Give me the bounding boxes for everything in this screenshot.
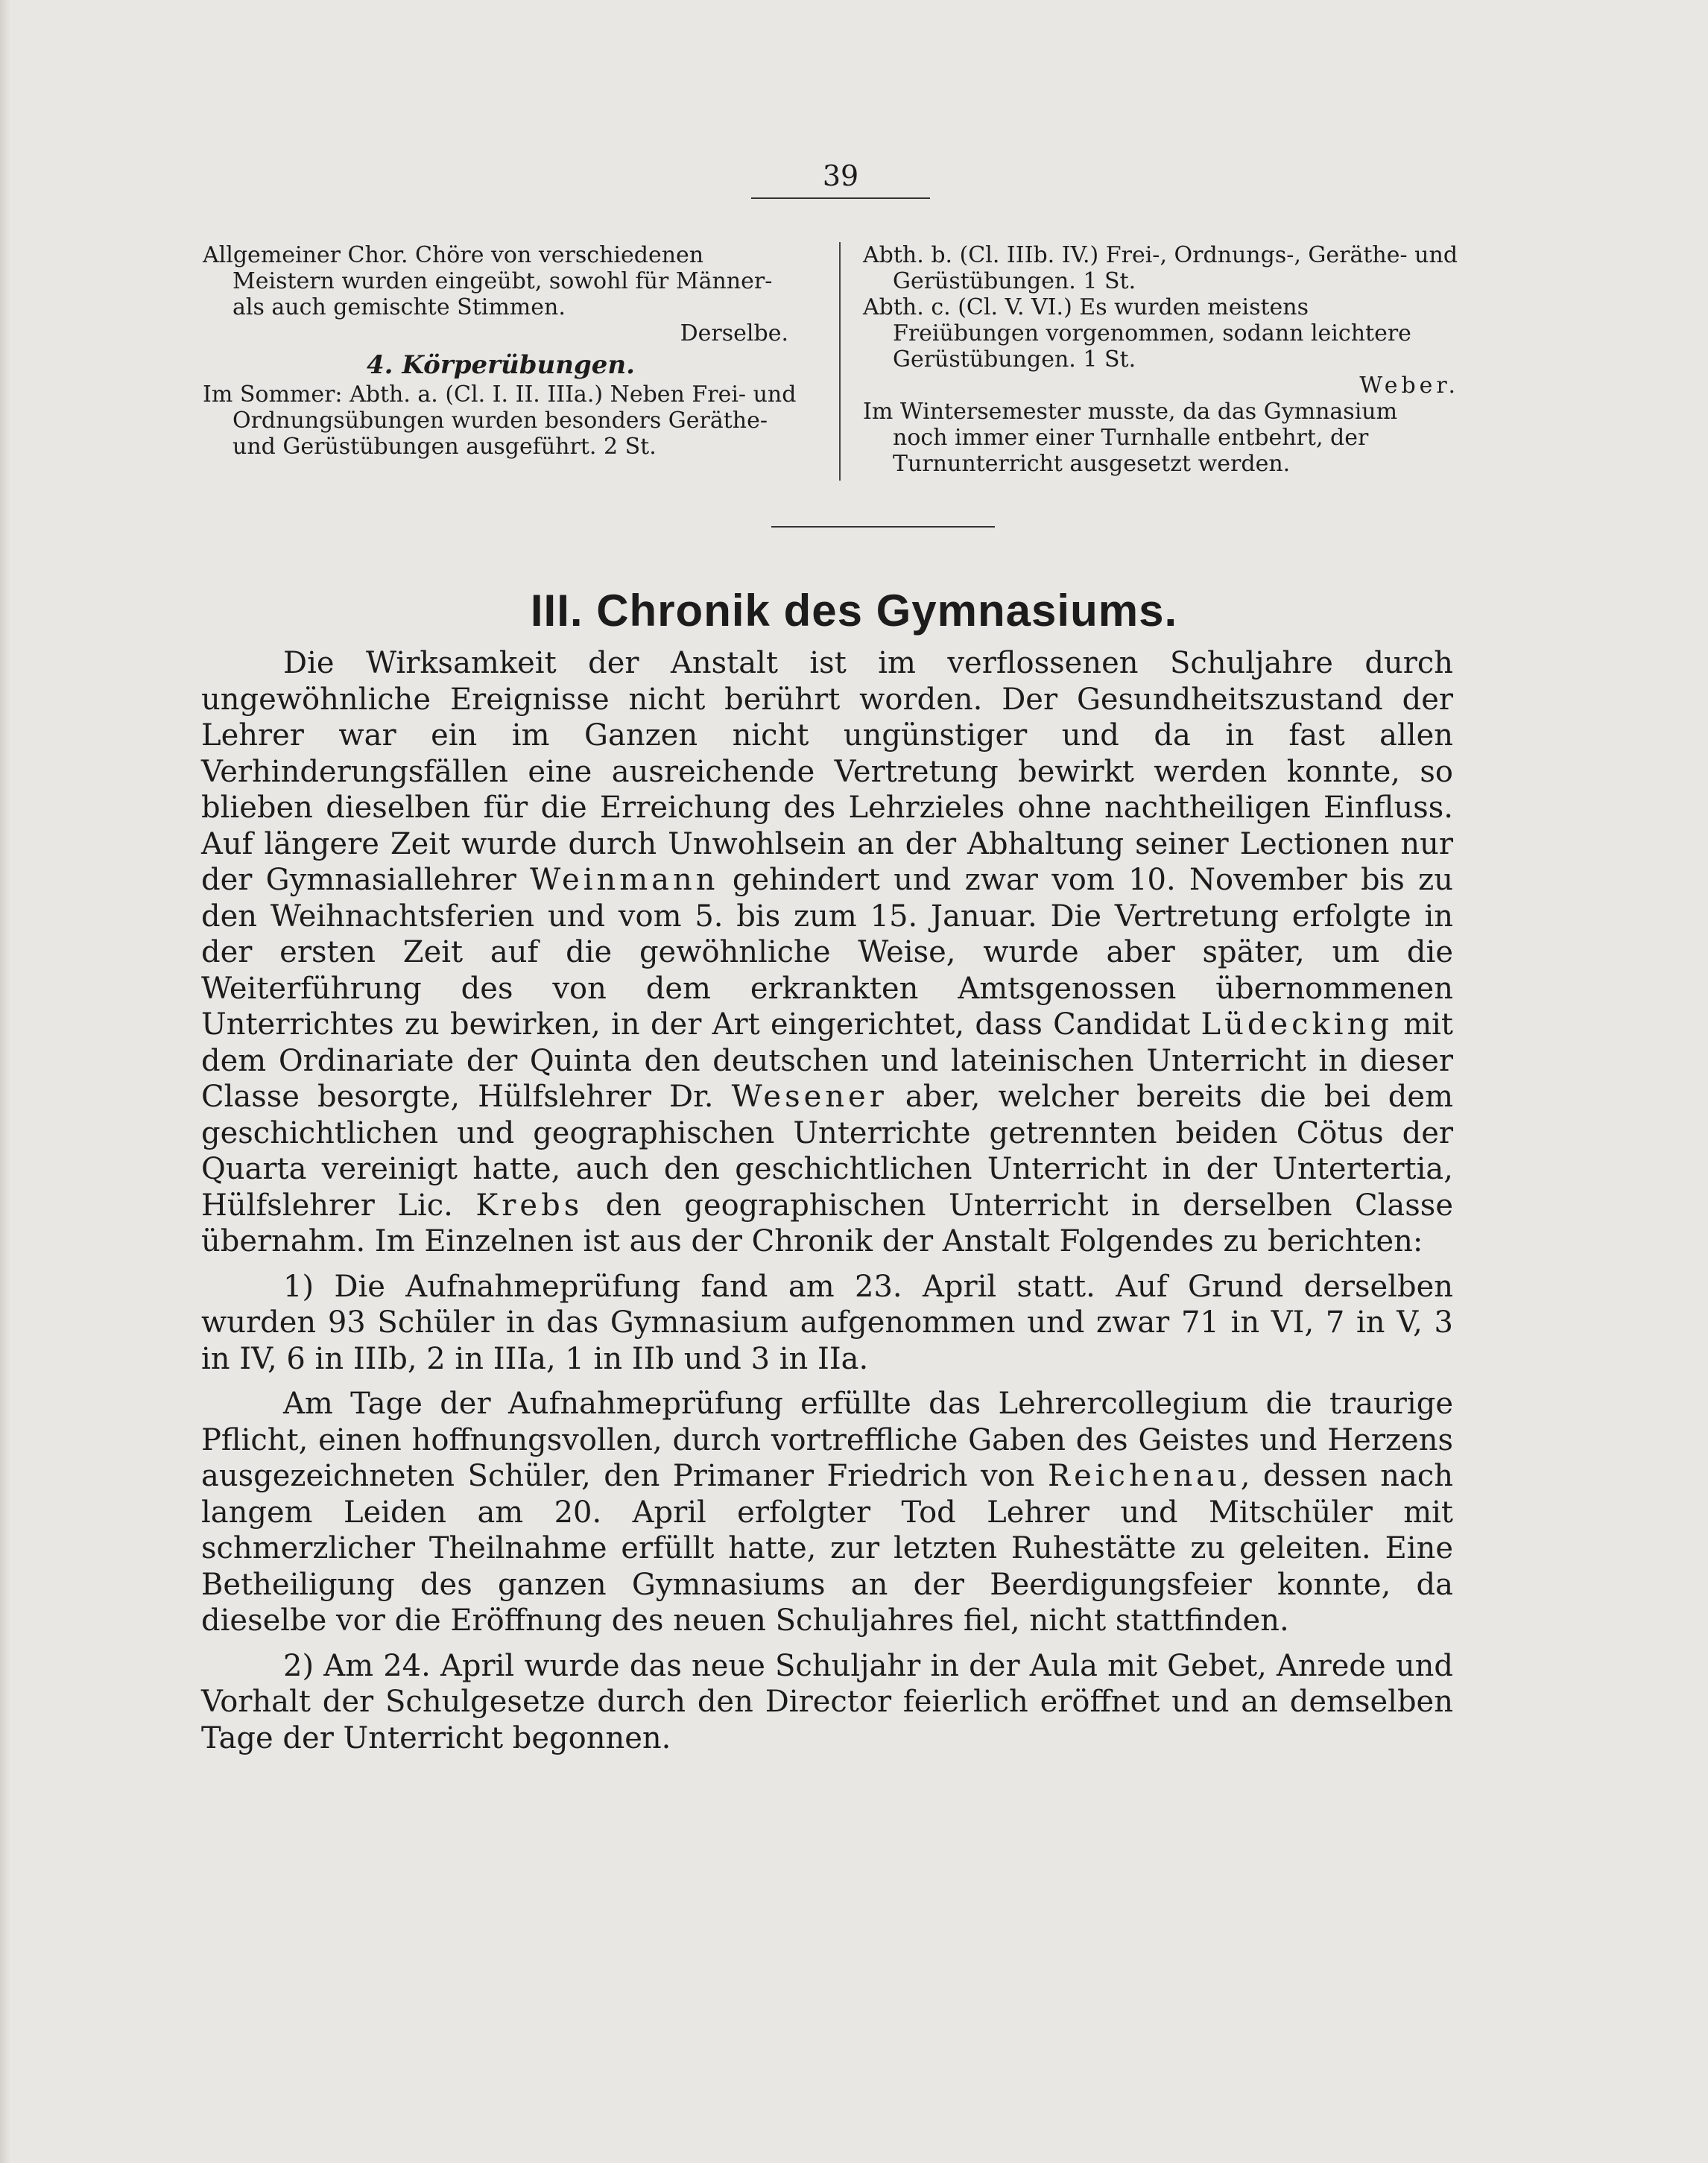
paragraph-reichenau (201, 1386, 1453, 1639)
chronicle-heading: III. Chronik des Gymnasiums. (530, 586, 1178, 636)
intro-part-3: mit dem Ordinariate der Quinta den deutschen und lateinischen Unterricht in dieser Classe besorgte, Hülfslehrer Dr. (201, 1007, 1453, 1114)
right-column (863, 242, 1459, 477)
page-number-rule (751, 197, 930, 199)
scan-edge (0, 0, 10, 2163)
name-wesener: Wesener (731, 1080, 888, 1114)
choir-paragraph: Allgemeiner Chor. Chöre von verschiedenen Meistern wurden eingeübt, sowohl für Männer- als auch gemischte Stimmen. (203, 242, 773, 320)
paragraph-schuljahr: 2) Am 24. April wurde das neue Schuljahr in der Aula mit Gebet, Anrede und Vorhalt der Schulgesetze durch den Director feierlich eröffnet und an demselben Tage der Unterricht begonnen. (201, 1648, 1453, 1755)
name-weinmann: Weinmann (530, 863, 719, 897)
reichenau-part-1: Am Tage der Aufnahmeprüfung erfüllte das Lehrercollegium die traurige Pflicht, einen hoffnungsvollen, durch vortreffliche Gaben des Geistes und Herzens ausgezeichneten Schüler, den Primaner Friedrich von (201, 1387, 1453, 1493)
left-column (203, 242, 799, 460)
abth-c-paragraph: Abth. c. (Cl. V. VI.) Es wurden meistens Freiübungen vorgenommen, sodann leichtere Gerüstübungen. 1 St. (863, 294, 1411, 373)
column-separator (839, 242, 841, 481)
paragraph-aufnahmepruefung: 1) Die Aufnahmeprüfung fand am 23. April statt. Auf Grund derselben wurden 93 Schüler in das Gymnasium aufgenommen und zwar 71 in VI, 7 in V, 3 in IV, 6 in IIIb, 2 in IIIa, 1 in IIb und 3 in IIa. (201, 1269, 1453, 1376)
page-number: 39 (822, 159, 859, 192)
name-luedecking: Lüdecking (1201, 1007, 1393, 1042)
choir-teacher: Derselbe. (680, 320, 788, 346)
section-title-koerperuebungen: 4. Körperübungen. (367, 350, 635, 380)
abth-b-paragraph: Abth. b. (Cl. IIIb. IV.) Frei-, Ordnungs-, Geräthe- und Gerüstübungen. 1 St. (863, 242, 1458, 294)
intro-part-1: Die Wirksamkeit der Anstalt ist im verflossenen Schuljahre durch ungewöhnliche Ereignisse nicht berührt worden. Der Gesundheitszustand der Lehrer war ein im Ganzen nicht ungünstiger und da in fast allen Verhinderungsfällen eine ausreichende Vertretung bewirkt werden konnte, so blieben dieselben für die Erreichung des Lehrzieles ohne nachtheiligen Einfluss. Auf längere Zeit wurde durch Unwohlsein an der Abhaltung seiner Lectionen nur der Gymnasiallehrer (201, 646, 1453, 897)
teacher-weber: Weber. (1359, 373, 1459, 399)
reichenau-part-2: , dessen nach langem Leiden am 20. April erfolgter Tod Lehrer und Mitschüler mit schmerzlicher Theilnahme erfüllt hatte, zur letzten Ruhestätte zu geleiten. Eine Betheiligung des ganzen Gymnasiums an der Beerdigungsfeier konnte, da dieselbe vor die Eröffnung des neuen Schuljahres fiel, nicht stattfinden. (201, 1459, 1453, 1638)
intro-part-4: aber, welcher bereits die bei dem geschichtlichen und geographischen Unterrichte getrennten beiden Cötus der Quarta vereinigt hatte, auch den geschichtlichen Unterricht in der Untertertia, Hülfslehrer Lic. (201, 1080, 1454, 1223)
chronicle-body (201, 645, 1453, 1765)
section-divider (771, 526, 995, 528)
winter-paragraph: Im Wintersemester musste, da das Gymnasium noch immer einer Turnhalle entbehrt, der Turnunterricht ausgesetzt werden. (863, 399, 1398, 477)
paragraph-intro (201, 645, 1453, 1260)
intro-part-2: gehindert und zwar vom 10. November bis zu den Weihnachtsferien und vom 5. bis zum 15. Januar. Die Vertretung erfolgte in der ersten Zeit auf die gewöhnliche Weise, wurde aber später, um die Weiterführung des von dem erkrankten Amtsgenossen übernommenen Unterrichtes zu bewirken, in der Art eingerichtet, dass Candidat (201, 863, 1453, 1042)
summer-paragraph: Im Sommer: Abth. a. (Cl. I. II. IIIa.) Neben Frei- und Ordnungsübungen wurden besonders Geräthe- und Gerüstübungen ausgeführt. 2 St. (203, 381, 797, 460)
name-reichenau: Reichenau (1047, 1459, 1241, 1493)
name-krebs: Krebs (475, 1188, 583, 1223)
intro-part-5: den geographischen Unterricht in derselben Classe übernahm. Im Einzelnen ist aus der Chronik der Anstalt Folgendes zu berichten: (201, 1188, 1454, 1258)
